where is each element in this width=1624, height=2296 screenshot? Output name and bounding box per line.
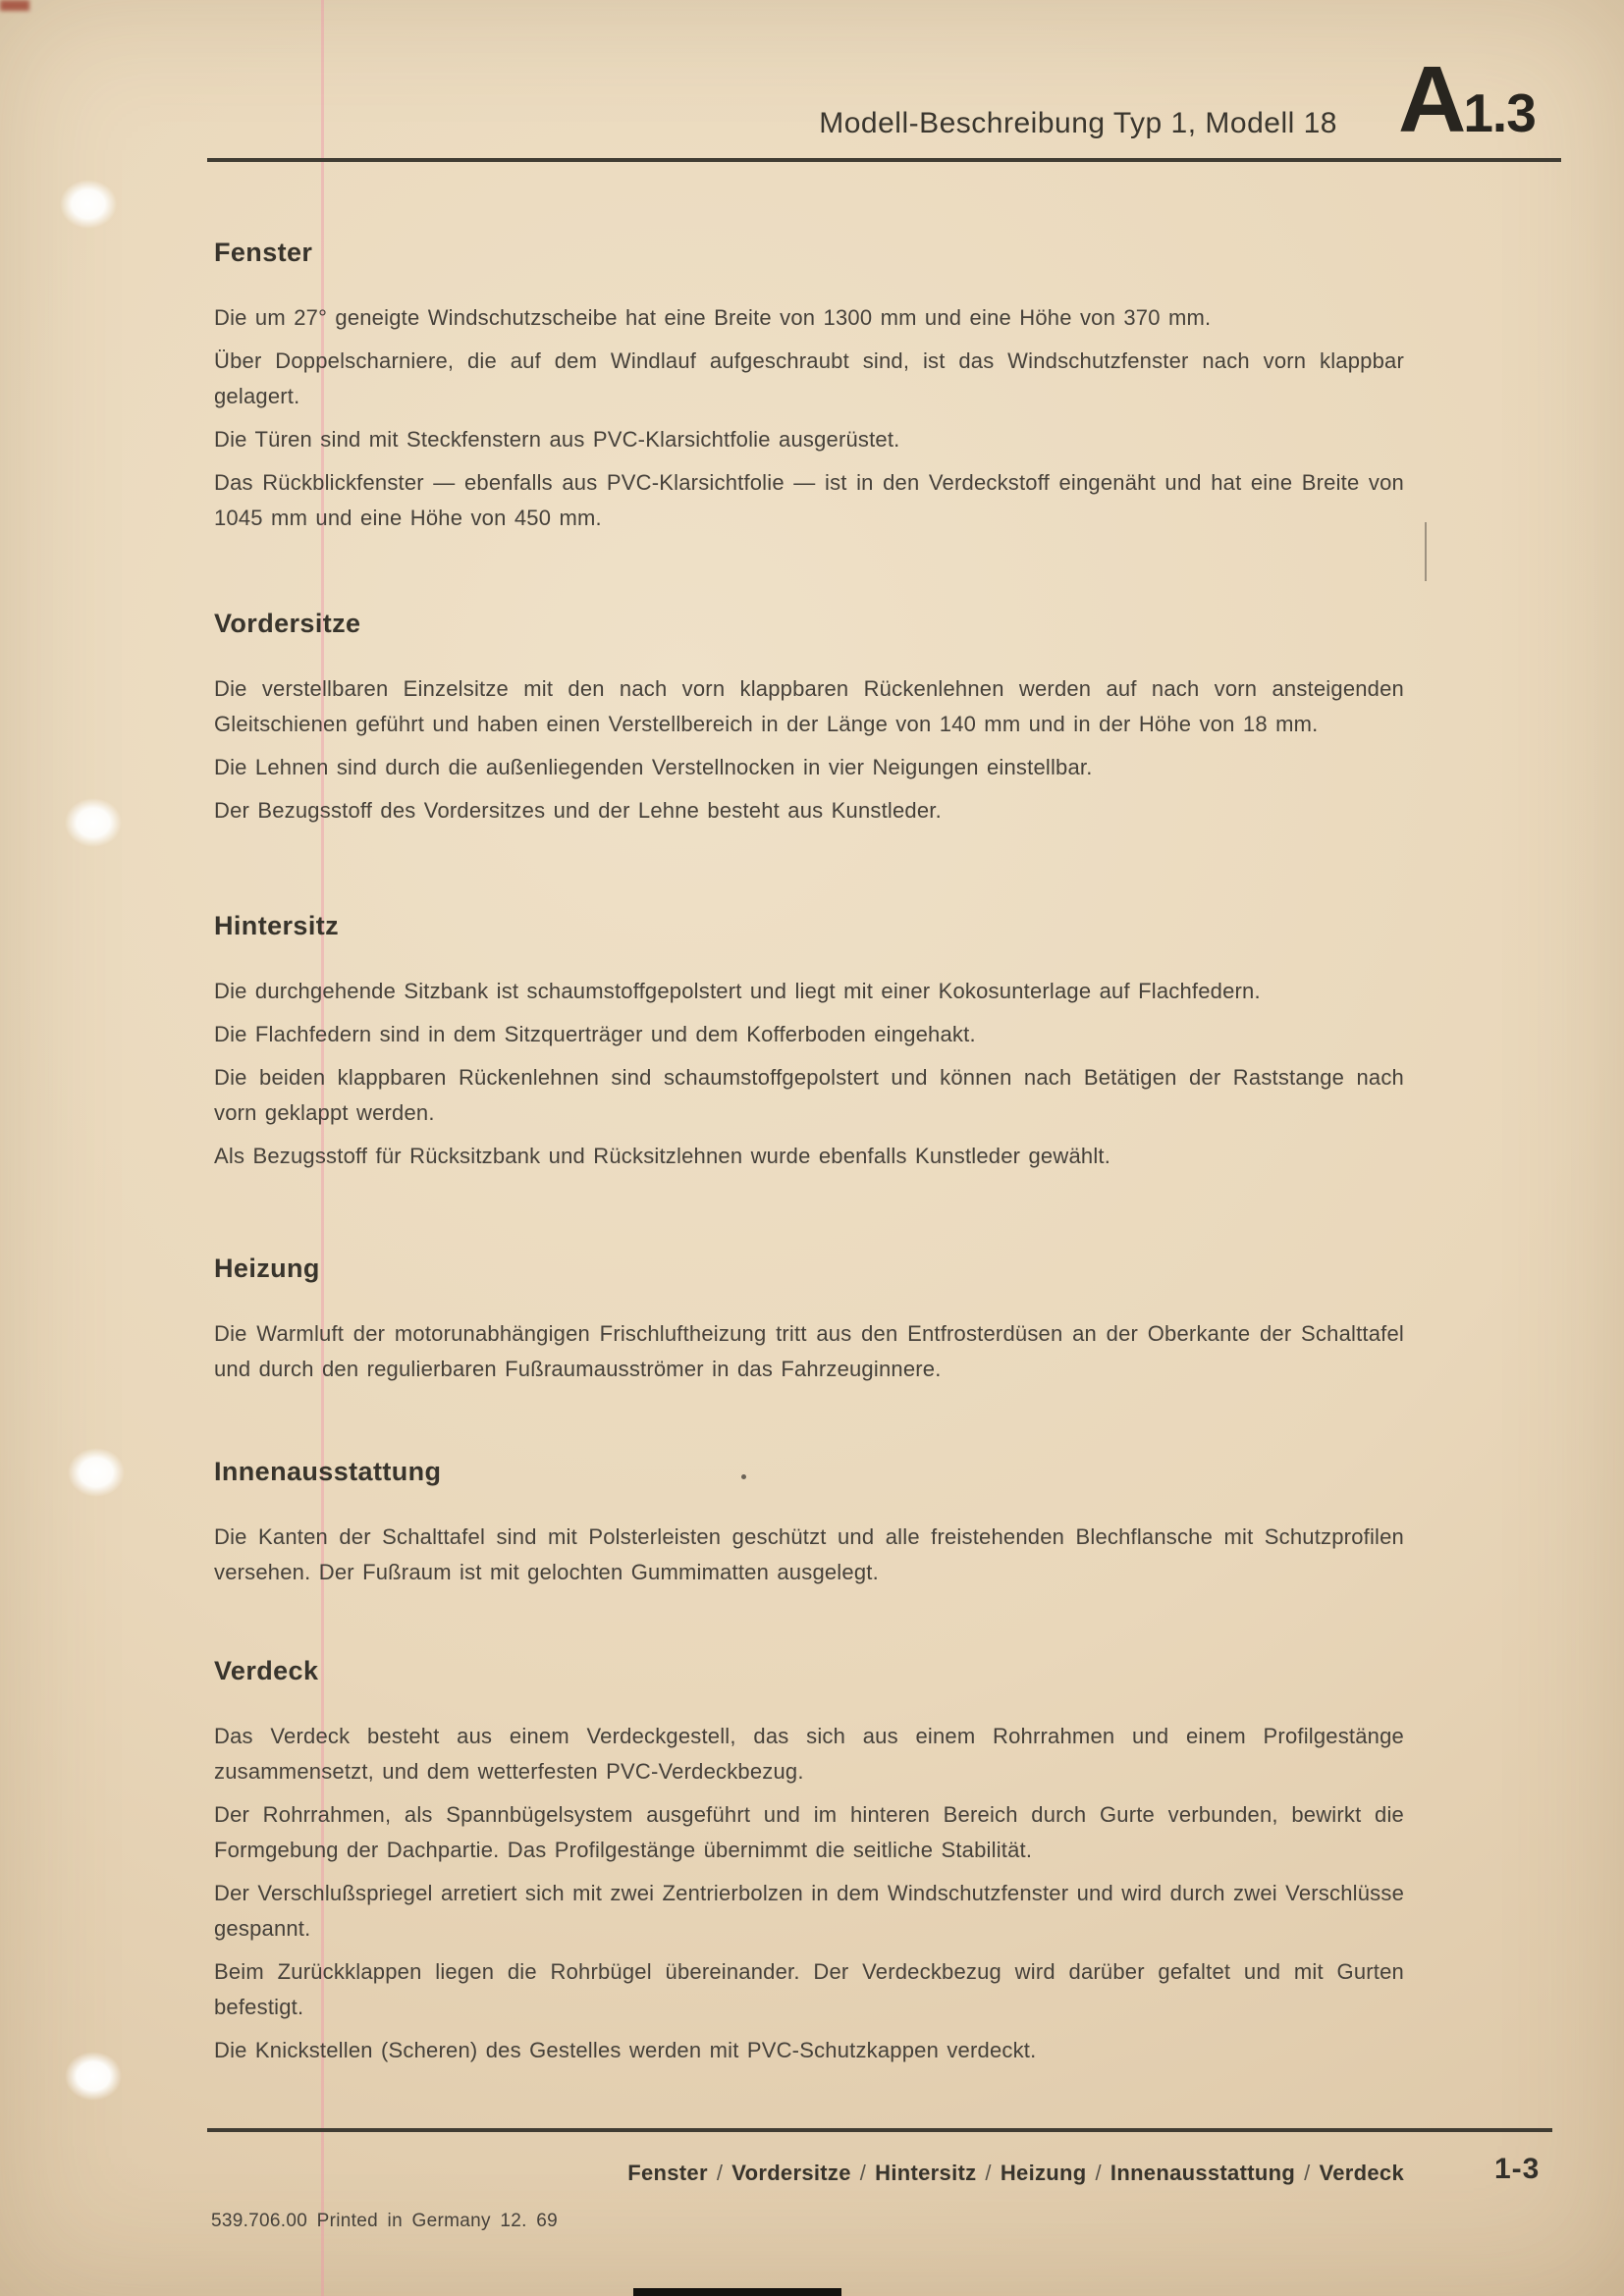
section-innenausstattung	[214, 1457, 1404, 1598]
section-code-number: 1.3	[1463, 82, 1536, 143]
paragraph: Das Verdeck besteht aus einem Verdeckgestell, das sich aus einem Rohrrahmen und einem Profilgestänge zusammensetzt, und dem wetterfesten PVC-Verdeckbezug.	[214, 1724, 1404, 1784]
section-vordersitze	[214, 609, 1404, 836]
footer-nav-separator: /	[716, 2161, 724, 2185]
paragraph: Der Verschlußspriegel arretiert sich mit zwei Zentrierbolzen in dem Windschutzfenster und wird durch zwei Verschlüsse gespannt.	[214, 1881, 1404, 1941]
paragraph: Die verstellbaren Einzelsitze mit den nach vorn klappbaren Rückenlehnen werden auf nach vorn ansteigenden Gleitschienen geführt und haben einen Verstellbereich in der Länge von 140 mm und in der Höhe von 18 mm.	[214, 676, 1404, 736]
section-code-letter: A	[1398, 47, 1464, 152]
section-heading: Verdeck	[214, 1656, 319, 1685]
page-title: Modell-Beschreibung Typ 1, Modell 18	[819, 107, 1337, 139]
paragraph: Die beiden klappbaren Rückenlehnen sind schaumstoffgepolstert und können nach Betätigen der Raststange nach vorn geklappt werden.	[214, 1065, 1404, 1125]
paragraph: Über Doppelscharniere, die auf dem Windlauf aufgeschraubt sind, ist das Windschutzfenster nach vorn klappbar gelagert.	[214, 348, 1404, 408]
footer-nav-separator: /	[859, 2161, 867, 2185]
punch-hole	[65, 2052, 122, 2101]
section-heading: Innenausstattung	[214, 1457, 442, 1486]
punch-hole	[65, 798, 122, 847]
paragraph: Die um 27° geneigte Windschutzscheibe hat eine Breite von 1300 mm und eine Höhe von 370 mm.	[214, 305, 1212, 330]
paragraph: Der Bezugsstoff des Vordersitzes und der Lehne besteht aus Kunstleder.	[214, 798, 942, 823]
scan-edge-tick	[633, 2288, 841, 2296]
section-hintersitz	[214, 911, 1404, 1182]
scan-edge-mark	[0, 0, 29, 11]
paragraph: Die Kanten der Schalttafel sind mit Polsterleisten geschützt und alle freistehenden Blechflansche mit Schutzprofilen versehen. Der Fußraum ist mit gelochten Gummimatten ausgelegt.	[214, 1524, 1404, 1584]
footer-nav-separator: /	[985, 2161, 992, 2185]
paragraph: Die Warmluft der motorunabhängigen Frischluftheizung tritt aus den Entfrosterdüsen an der Oberkante der Schalttafel und durch den regulierbaren Fußraumausströmer in das Fahrzeuginnere.	[214, 1321, 1404, 1381]
paragraph: Der Rohrrahmen, als Spannbügelsystem ausgeführt und im hinteren Bereich durch Gurte verbunden, bewirkt die Formgebung der Dachpartie. Das Profilgestänge übernimmt die seitliche Stabilität.	[214, 1802, 1404, 1862]
paragraph: Beim Zurückklappen liegen die Rohrbügel übereinander. Der Verdeckbezug wird darüber gefaltet und mit Gurten befestigt.	[214, 1959, 1404, 2019]
footer-nav-item: Fenster	[627, 2161, 708, 2185]
paragraph: Die Flachfedern sind in dem Sitzquerträger und dem Kofferboden eingehakt.	[214, 1022, 976, 1046]
section-code-badge	[1398, 47, 1536, 160]
footer-nav-separator: /	[1304, 2161, 1311, 2185]
section-heizung	[214, 1254, 1404, 1395]
footer-nav-item: Vordersitze	[731, 2161, 851, 2185]
footer-nav-item: Heizung	[1000, 2161, 1087, 2185]
footer-nav-item: Verdeck	[1319, 2161, 1404, 2185]
footer-nav-item: Innenausstattung	[1110, 2161, 1296, 2185]
paragraph: Die Knickstellen (Scheren) des Gestelles werden mit PVC-Schutzkappen verdeckt.	[214, 2038, 1037, 2062]
header-rule	[207, 158, 1561, 162]
scan-scratch	[1425, 522, 1427, 581]
paragraph: Die durchgehende Sitzbank ist schaumstoffgepolstert und liegt mit einer Kokosunterlage auf Flachfedern.	[214, 979, 1261, 1003]
paragraph: Das Rückblickfenster — ebenfalls aus PVC-Klarsichtfolie — ist in den Verdeckstoff eingenäht und hat eine Breite von 1045 mm und eine Höhe von 450 mm.	[214, 470, 1404, 530]
footer-nav-separator: /	[1095, 2161, 1102, 2185]
section-verdeck	[214, 1656, 1404, 2076]
section-heading: Heizung	[214, 1254, 320, 1283]
section-heading: Fenster	[214, 238, 313, 267]
paragraph: Die Türen sind mit Steckfenstern aus PVC-Klarsichtfolie ausgerüstet.	[214, 427, 900, 452]
footer-section-index	[627, 2161, 1404, 2186]
footer-rule	[207, 2128, 1552, 2132]
paragraph: Die Lehnen sind durch die außenliegenden Verstellnocken in vier Neigungen einstellbar.	[214, 755, 1093, 779]
paragraph: Als Bezugsstoff für Rücksitzbank und Rücksitzlehnen wurde ebenfalls Kunstleder gewählt.	[214, 1144, 1111, 1168]
section-fenster	[214, 238, 1404, 544]
print-imprint: 539.706.00 Printed in Germany 12. 69	[211, 2211, 558, 2231]
footer-nav-item: Hintersitz	[875, 2161, 977, 2185]
punch-hole	[60, 180, 117, 229]
section-heading: Vordersitze	[214, 609, 361, 638]
section-heading: Hintersitz	[214, 911, 340, 940]
page-number: 1-3	[1494, 2153, 1541, 2185]
punch-hole	[68, 1448, 125, 1497]
